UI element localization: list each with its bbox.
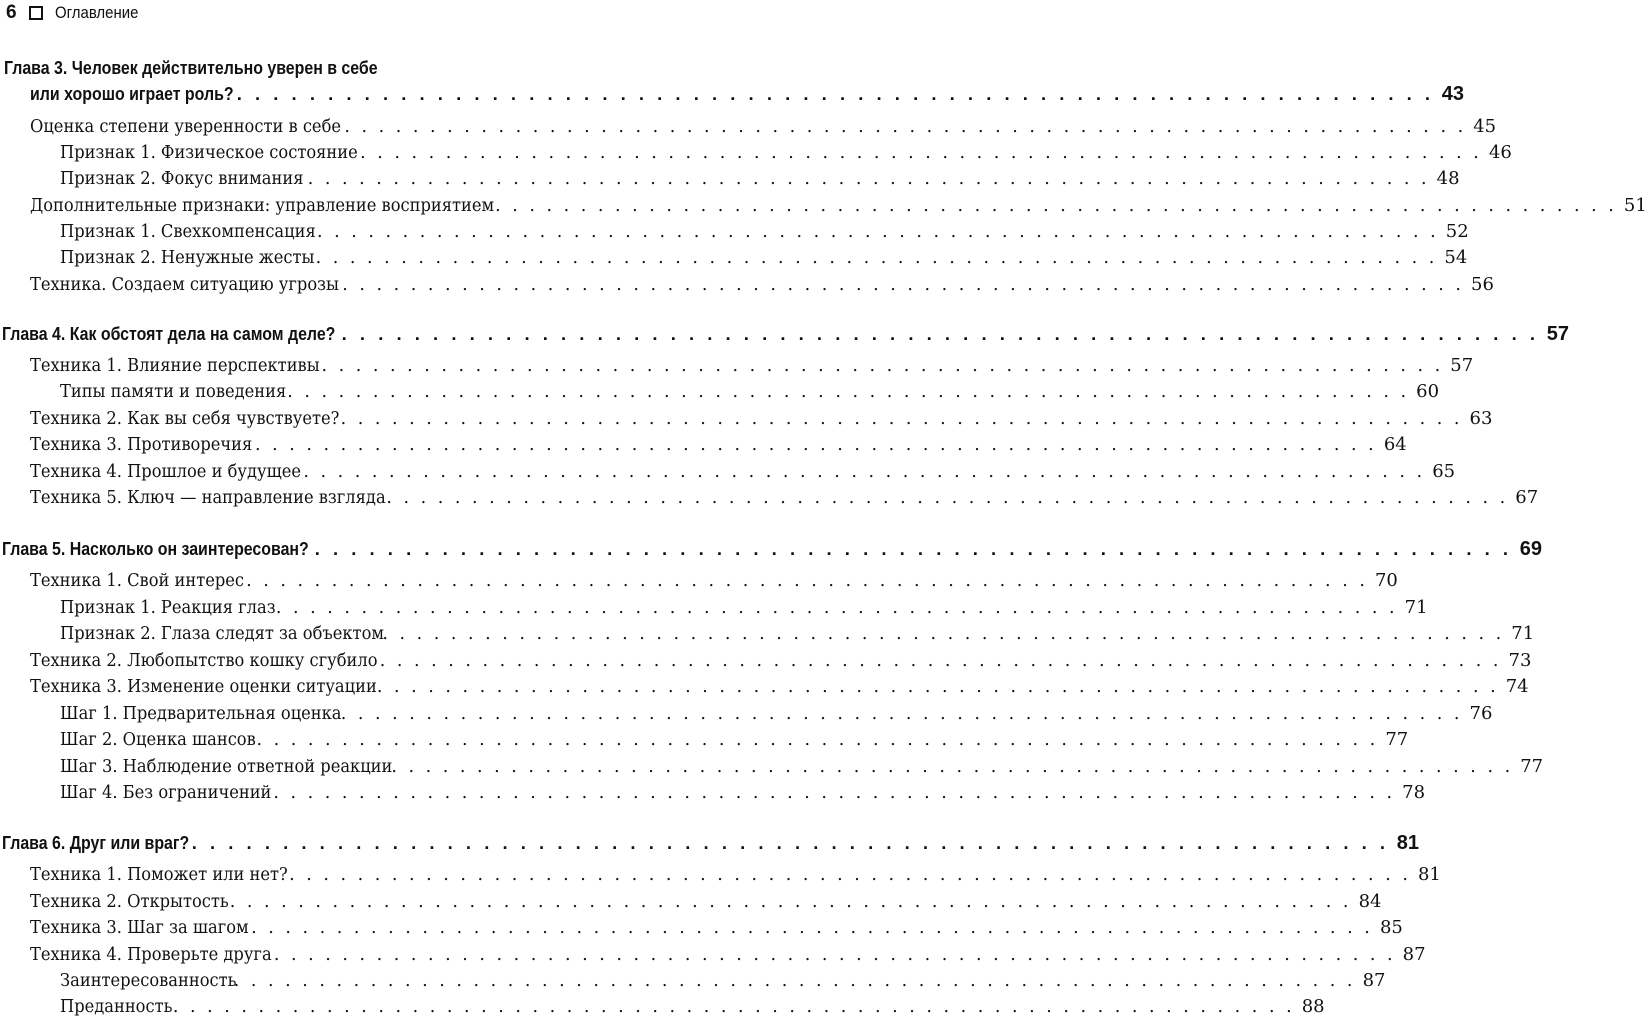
entry-title: Техника 4. Проверьте друга <box>30 945 272 965</box>
toc-entry[interactable] <box>0 944 1426 965</box>
dot-leader: . . . . . . . . . . . . . . . . . . . . . . . . . . . . . . . . . . . . . . . . . . . . . . . . . . . . . . . . . . . . . . . . . . <box>236 83 1435 104</box>
toc-entry[interactable] <box>0 461 1456 482</box>
entry-title: Заинтересованность <box>60 971 237 991</box>
dot-leader: . . . . . . . . . . . . . . . . . . . . . . . . . . . . . . . . . . . . . . . . . . . . . . . . . . . . . . . . . . . . . . . . . . <box>386 488 1509 508</box>
page-ref: 52 <box>1445 221 1469 242</box>
entry-title: Техника 4. Прошлое и будущее <box>30 462 301 482</box>
toc-entry[interactable] <box>0 247 1468 268</box>
chapter-title-line1: Глава 3. Человек действительно уверен в себе <box>4 57 378 78</box>
page-ref: 65 <box>1432 461 1456 482</box>
dot-leader: . . . . . . . . . . . . . . . . . . . . . . . . . . . . . . . . . . . . . . . . . . . . . . . . . . . . . . . . . . . . . . . . . . <box>340 409 1463 429</box>
page-ref: 81 <box>1417 864 1441 885</box>
dot-leader: . . . . . . . . . . . . . . . . . . . . . . . . . . . . . . . . . . . . . . . . . . . . . . . . . . . . . . . . . . . . . . . . . . <box>273 945 1396 965</box>
toc-entry[interactable] <box>0 487 1539 508</box>
chapter-title: Глава 4. Как обстоят дела на самом деле? <box>2 323 336 344</box>
entry-title: Техника 3. Изменение оценки ситуации <box>30 677 377 697</box>
dot-leader: . . . . . . . . . . . . . . . . . . . . . . . . . . . . . . . . . . . . . . . . . . . . . . . . . . . . . . . . . . . . . . . . . . <box>229 892 1352 912</box>
page-ref: 71 <box>1511 623 1535 644</box>
dot-leader: . . . . . . . . . . . . . . . . . . . . . . . . . . . . . . . . . . . . . . . . . . . . . . . . . . . . . . . . . . . . . . . . . . <box>233 971 1356 991</box>
entry-title: Шаг 3. Наблюдение ответной реакции <box>60 757 393 777</box>
checkbox-square-icon <box>29 6 43 20</box>
page-header <box>6 0 149 26</box>
entry-title: Признак 2. Глаза следят за объектом <box>60 624 385 644</box>
toc-entry[interactable] <box>0 116 1497 137</box>
dot-leader: . . . . . . . . . . . . . . . . . . . . . . . . . . . . . . . . . . . . . . . . . . . . . . . . . . . . . . . . . . . . . . . . . . <box>495 196 1617 216</box>
entry-title: Признак 2. Фокус внимания <box>60 169 304 189</box>
dot-leader: . . . . . . . . . . . . . . . . . . . . . . . . . . . . . . . . . . . . . . . . . . . . . . . . . . . . . . . . . . . . . . . . . . <box>172 997 1295 1017</box>
page-ref: 87 <box>1362 970 1386 991</box>
page-ref: 43 <box>1441 83 1465 105</box>
toc-entry[interactable] <box>0 142 1512 163</box>
entry-title: Техника. Создаем ситуацию угрозы <box>30 275 339 295</box>
entry-title: Преданность <box>60 997 173 1017</box>
page-ref: 51 <box>1623 195 1647 216</box>
page-number: 6 <box>6 2 17 23</box>
entry-title: Признак 2. Ненужные жесты <box>60 248 315 268</box>
page-ref: 45 <box>1473 116 1497 137</box>
toc-entry[interactable] <box>0 676 1529 697</box>
page-ref: 57 <box>1450 355 1474 376</box>
toc-entry[interactable] <box>0 970 1386 991</box>
entry-title: Техника 3. Шаг за шагом <box>30 918 249 938</box>
toc-chapter-6[interactable] <box>0 832 1420 855</box>
page-ref: 84 <box>1358 891 1382 912</box>
dot-leader: . . . . . . . . . . . . . . . . . . . . . . . . . . . . . . . . . . . . . . . . . . . . . . . . . . . . . . . . . . . . . . . . . . <box>344 117 1467 137</box>
entry-title: Шаг 2. Оценка шансов <box>60 730 256 750</box>
entry-title: Дополнительные признаки: управление восприятием <box>30 196 495 216</box>
page-ref: 69 <box>1519 538 1543 560</box>
chapter-title: Глава 6. Друг или враг? <box>2 832 190 853</box>
entry-title: Техника 2. Любопытство кошку сгубило <box>30 651 378 671</box>
page-ref: 85 <box>1379 917 1403 938</box>
dot-leader: . . . . . . . . . . . . . . . . . . . . . . . . . . . . . . . . . . . . . . . . . . . . . . . . . . . . . . . . . . . . . . . . . . <box>314 538 1513 559</box>
dot-leader: . . . . . . . . . . . . . . . . . . . . . . . . . . . . . . . . . . . . . . . . . . . . . . . . . . . . . . . . . . . . . . . . . . <box>191 832 1390 853</box>
toc-entry[interactable] <box>0 864 1441 885</box>
dot-leader: . . . . . . . . . . . . . . . . . . . . . . . . . . . . . . . . . . . . . . . . . . . . . . . . . . . . . . . . . . . . . . . . . . <box>251 918 1373 938</box>
toc-entry[interactable] <box>0 729 1409 750</box>
page-ref: 77 <box>1385 729 1409 750</box>
toc-entry[interactable] <box>0 434 1407 455</box>
toc-entry[interactable] <box>0 703 1493 724</box>
dot-leader: . . . . . . . . . . . . . . . . . . . . . . . . . . . . . . . . . . . . . . . . . . . . . . . . . . . . . . . . . . . . . . . . . . <box>315 248 1438 268</box>
toc-entry[interactable] <box>0 195 1647 216</box>
chapter-title: или хорошо играет роль? <box>30 83 234 104</box>
entry-title: Техника 5. Ключ — направление взгляда <box>30 488 386 508</box>
toc-entry[interactable] <box>0 221 1469 242</box>
toc-entry[interactable] <box>0 650 1532 671</box>
toc-entry[interactable] <box>0 408 1493 429</box>
entry-title: Техника 1. Влияние перспективы <box>30 356 320 376</box>
dot-leader: . . . . . . . . . . . . . . . . . . . . . . . . . . . . . . . . . . . . . . . . . . . . . . . . . . . . . . . . . . . . . . . . . . <box>275 598 1398 618</box>
page-ref: 63 <box>1469 408 1493 429</box>
entry-title: Техника 1. Поможет или нет? <box>30 865 288 885</box>
toc-entry[interactable] <box>0 381 1440 402</box>
dot-leader: . . . . . . . . . . . . . . . . . . . . . . . . . . . . . . . . . . . . . . . . . . . . . . . . . . . . . . . . . . . . . . . . . . <box>287 382 1410 402</box>
toc-entry[interactable] <box>0 782 1426 803</box>
page-ref: 46 <box>1488 142 1512 163</box>
toc-entry[interactable] <box>0 917 1403 938</box>
entry-title: Техника 2. Как вы себя чувствуете? <box>30 409 340 429</box>
dot-leader: . . . . . . . . . . . . . . . . . . . . . . . . . . . . . . . . . . . . . . . . . . . . . . . . . . . . . . . . . . . . . . . . . . <box>340 704 1463 724</box>
dot-leader: . . . . . . . . . . . . . . . . . . . . . . . . . . . . . . . . . . . . . . . . . . . . . . . . . . . . . . . . . . . . . . . . . . <box>246 571 1368 591</box>
dot-leader: . . . . . . . . . . . . . . . . . . . . . . . . . . . . . . . . . . . . . . . . . . . . . . . . . . . . . . . . . . . . . . . . . . <box>307 169 1430 189</box>
toc-entry[interactable] <box>0 168 1460 189</box>
entry-title: Шаг 1. Предварительная оценка <box>60 704 342 724</box>
page-ref: 78 <box>1402 782 1426 803</box>
page-ref: 57 <box>1546 323 1569 345</box>
entry-title: Признак 1. Физическое состояние <box>60 143 358 163</box>
toc-entry[interactable] <box>0 274 1494 295</box>
page-ref: 77 <box>1520 756 1544 777</box>
page-ref: 64 <box>1383 434 1407 455</box>
toc-entry[interactable] <box>0 623 1535 644</box>
entry-title: Оценка степени уверенности в себе <box>30 117 341 137</box>
toc-chapter-5[interactable] <box>0 538 1543 561</box>
dot-leader: . . . . . . . . . . . . . . . . . . . . . . . . . . . . . . . . . . . . . . . . . . . . . . . . . . . . . . . . . . . . . . . . . . <box>254 435 1377 455</box>
dot-leader: . . . . . . . . . . . . . . . . . . . . . . . . . . . . . . . . . . . . . . . . . . . . . . . . . . . . . . . . . . . . . . . . . . <box>342 275 1464 295</box>
dot-leader: . . . . . . . . . . . . . . . . . . . . . . . . . . . . . . . . . . . . . . . . . . . . . . . . . . . . . . . . . . . . . . . . . . <box>382 624 1505 644</box>
page-ref: 87 <box>1402 944 1426 965</box>
chapter-title: Глава 5. Насколько он заинтересован? <box>2 538 309 559</box>
toc-entry[interactable] <box>0 355 1474 376</box>
page-ref: 71 <box>1404 597 1428 618</box>
toc-entry[interactable] <box>0 891 1382 912</box>
dot-leader: . . . . . . . . . . . . . . . . . . . . . . . . . . . . . . . . . . . . . . . . . . . . . . . . . . . . . . . . . . . . . . . . . . <box>391 757 1514 777</box>
toc-entry[interactable] <box>0 996 1325 1017</box>
dot-leader: . . . . . . . . . . . . . . . . . . . . . . . . . . . . . . . . . . . . . . . . . . . . . . . . . . . . . . . . . . . . . . . . . . <box>273 783 1396 803</box>
page-ref: 73 <box>1508 650 1532 671</box>
dot-leader: . . . . . . . . . . . . . . . . . . . . . . . . . . . . . . . . . . . . . . . . . . . . . . . . . . . . . . . . . . . . . . . . . . <box>376 677 1499 697</box>
entry-title: Признак 1. Реакция глаз <box>60 598 276 618</box>
entry-title: Техника 2. Открытость <box>30 892 229 912</box>
page-ref: 81 <box>1396 832 1420 854</box>
dot-leader: . . . . . . . . . . . . . . . . . . . . . . . . . . . . . . . . . . . . . . . . . . . . . . . . . . . . . . . . . . . . . . . . . . <box>321 356 1444 376</box>
toc-entry[interactable] <box>0 756 1544 777</box>
toc-entry[interactable] <box>0 570 1398 591</box>
toc-chapter-3[interactable] <box>0 83 1465 106</box>
page-ref: 88 <box>1301 996 1325 1017</box>
entry-title: Техника 1. Свой интерес <box>30 571 245 591</box>
entry-title: Шаг 4. Без ограничений <box>60 783 272 803</box>
entry-title: Техника 3. Противоречия <box>30 435 253 455</box>
page-ref: 70 <box>1374 570 1398 591</box>
entry-title: Признак 1. Свехкомпенсация <box>60 222 316 242</box>
page-ref: 76 <box>1469 703 1493 724</box>
dot-leader: . . . . . . . . . . . . . . . . . . . . . . . . . . . . . . . . . . . . . . . . . . . . . . . . . . . . . . . . . . . . . . . . . . <box>303 462 1426 482</box>
page-ref: 60 <box>1416 381 1440 402</box>
toc-chapter-4[interactable] <box>0 323 1569 346</box>
dot-leader: . . . . . . . . . . . . . . . . . . . . . . . . . . . . . . . . . . . . . . . . . . . . . . . . . . . . . . . . . . . . . . . . . . <box>341 323 1539 344</box>
dot-leader: . . . . . . . . . . . . . . . . . . . . . . . . . . . . . . . . . . . . . . . . . . . . . . . . . . . . . . . . . . . . . . . . . . <box>360 143 1482 163</box>
page-ref: 54 <box>1444 247 1468 268</box>
page-ref: 56 <box>1471 274 1494 295</box>
header-title: Оглавление <box>54 3 138 22</box>
toc-entry[interactable] <box>0 597 1428 618</box>
page-ref: 74 <box>1505 676 1529 697</box>
dot-leader: . . . . . . . . . . . . . . . . . . . . . . . . . . . . . . . . . . . . . . . . . . . . . . . . . . . . . . . . . . . . . . . . . . <box>379 651 1502 671</box>
dot-leader: . . . . . . . . . . . . . . . . . . . . . . . . . . . . . . . . . . . . . . . . . . . . . . . . . . . . . . . . . . . . . . . . . . <box>256 730 1379 750</box>
page-ref: 48 <box>1436 168 1460 189</box>
dot-leader: . . . . . . . . . . . . . . . . . . . . . . . . . . . . . . . . . . . . . . . . . . . . . . . . . . . . . . . . . . . . . . . . . . <box>289 865 1411 885</box>
dot-leader: . . . . . . . . . . . . . . . . . . . . . . . . . . . . . . . . . . . . . . . . . . . . . . . . . . . . . . . . . . . . . . . . . . <box>316 222 1439 242</box>
page-ref: 67 <box>1515 487 1539 508</box>
entry-title: Типы памяти и поведения <box>60 382 287 402</box>
